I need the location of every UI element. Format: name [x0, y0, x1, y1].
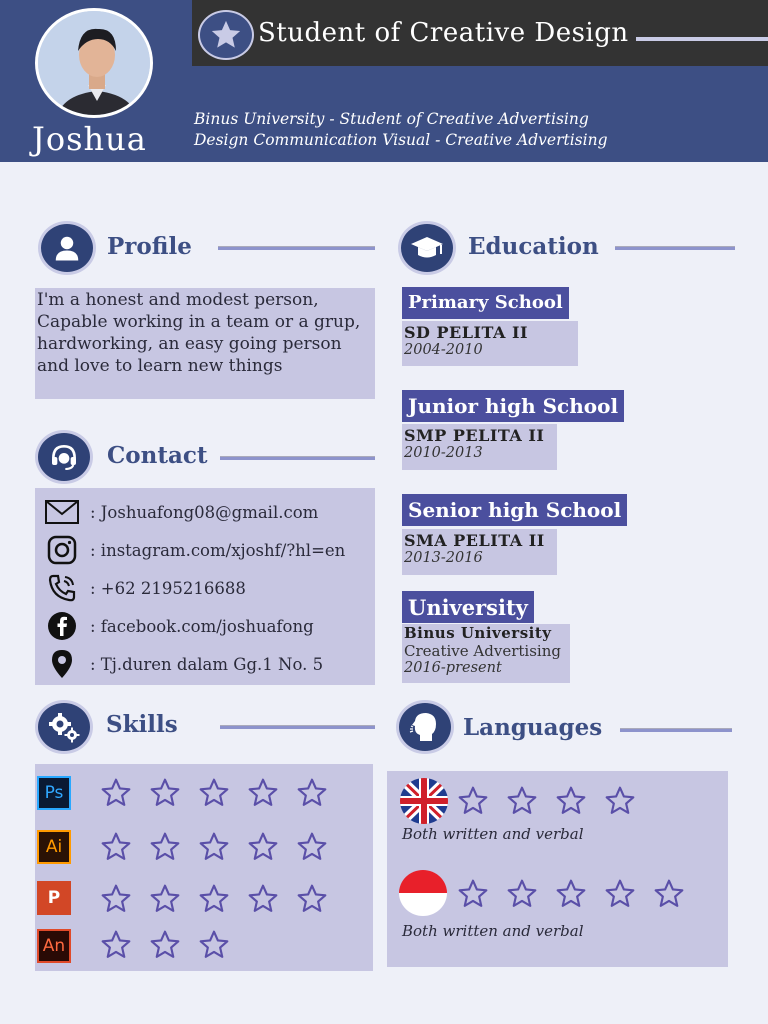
edu-senior-detail: [402, 529, 557, 575]
language-caption-indonesian: Both written and verbal: [402, 922, 584, 940]
star-icon: [554, 878, 588, 910]
subtitle-line-2: Design Communication Visual - Creative Advertising: [194, 131, 608, 149]
star-icon: [197, 883, 231, 915]
animate-icon: [37, 929, 71, 963]
indonesia-flag-icon: [399, 870, 447, 916]
headset-icon: [35, 430, 93, 484]
address-text: : Tj.duren dalam Gg.1 No. 5: [90, 654, 324, 674]
edu-school: SD PELITA II: [404, 323, 528, 342]
animate-label: An: [42, 936, 66, 956]
facebook-icon: [44, 611, 80, 641]
gears-icon: [35, 700, 93, 754]
star-icon: [198, 10, 254, 60]
contact-heading: Contact: [107, 442, 208, 469]
edu-years: 2013-2016: [404, 550, 483, 566]
contact-email[interactable]: [44, 497, 318, 527]
photoshop-icon: [37, 776, 71, 810]
edu-junior-detail: [402, 424, 557, 470]
edu-level-senior: Senior high School: [402, 494, 627, 526]
star-icon: [99, 831, 133, 863]
avatar: [35, 8, 153, 118]
edu-university-detail: [402, 624, 570, 683]
powerpoint-label: P: [47, 888, 61, 908]
star-icon: [99, 777, 133, 809]
star-icon: [246, 883, 280, 915]
edu-level-primary: Primary School: [402, 287, 569, 319]
instagram-icon: [44, 535, 80, 565]
star-icon: [295, 883, 329, 915]
profile-text: I'm a honest and modest person, Capable working in a team or a grup, hardworking, an easy going person and love to learn new things: [37, 290, 361, 376]
speaking-head-icon: [396, 700, 454, 754]
photoshop-label: Ps: [44, 783, 64, 803]
email-text: : Joshuafong08@gmail.com: [90, 502, 319, 522]
skill-rating-illustrator: [99, 831, 329, 863]
subtitle-line-1: Binus University - Student of Creative Advertising: [194, 110, 589, 128]
phone-text: : +62 2195216688: [90, 578, 246, 598]
contact-instagram[interactable]: [44, 535, 345, 565]
education-heading: Education: [468, 233, 599, 260]
star-icon: [148, 777, 182, 809]
star-icon: [505, 878, 539, 910]
star-icon: [652, 878, 686, 910]
edu-school: SMP PELITA II: [404, 426, 545, 445]
star-icon: [603, 785, 637, 817]
star-icon: [246, 831, 280, 863]
star-icon: [197, 831, 231, 863]
star-icon: [456, 878, 490, 910]
profile-divider: [218, 246, 375, 250]
edu-years: 2016-present: [404, 660, 502, 676]
star-icon: [148, 883, 182, 915]
facebook-text: : facebook.com/joshuafong: [90, 616, 314, 636]
skill-rating-powerpoint: [99, 883, 329, 915]
person-name: Joshua: [32, 120, 147, 158]
language-rating-english: [456, 785, 637, 817]
edu-years: 2004-2010: [404, 342, 483, 358]
edu-years: 2010-2013: [404, 445, 483, 461]
language-rating-indonesian: [456, 878, 686, 910]
star-icon: [99, 883, 133, 915]
location-pin-icon: [44, 649, 80, 679]
star-icon: [148, 831, 182, 863]
star-icon: [197, 777, 231, 809]
star-icon: [603, 878, 637, 910]
illustrator-label: Ai: [45, 837, 63, 857]
skills-heading: Skills: [106, 711, 178, 738]
phone-icon: [44, 573, 80, 603]
skills-divider: [220, 725, 375, 729]
profile-heading: Profile: [107, 233, 192, 260]
contact-address: [44, 649, 323, 679]
star-icon: [295, 777, 329, 809]
languages-divider: [620, 728, 732, 732]
page-title: Student of Creative Design: [258, 18, 629, 48]
star-icon: [456, 785, 490, 817]
language-caption-english: Both written and verbal: [402, 825, 584, 843]
edu-level-junior: Junior high School: [402, 390, 624, 422]
languages-heading: Languages: [463, 714, 603, 741]
star-icon: [505, 785, 539, 817]
star-icon: [295, 831, 329, 863]
user-icon: [38, 221, 96, 275]
education-divider: [615, 246, 735, 250]
edu-primary-detail: [402, 321, 578, 366]
mail-icon: [44, 497, 80, 527]
uk-flag-icon: [400, 778, 448, 824]
edu-school: Binus University: [404, 624, 552, 642]
star-icon: [197, 929, 231, 961]
edu-level-university: University: [402, 591, 534, 623]
skill-rating-animate: [99, 929, 231, 961]
star-icon: [148, 929, 182, 961]
star-icon: [554, 785, 588, 817]
edu-school: SMA PELITA II: [404, 531, 545, 550]
illustrator-icon: [37, 830, 71, 864]
instagram-text: : instagram.com/xjoshf/?hl=en: [90, 540, 346, 560]
star-icon: [246, 777, 280, 809]
graduation-cap-icon: [398, 221, 456, 275]
star-icon: [99, 929, 133, 961]
title-divider: [636, 37, 768, 41]
skill-rating-photoshop: [99, 777, 329, 809]
contact-facebook[interactable]: [44, 611, 314, 641]
contact-divider: [220, 456, 375, 460]
powerpoint-icon: [37, 881, 71, 915]
edu-major: Creative Advertising: [404, 642, 561, 660]
contact-phone[interactable]: [44, 573, 246, 603]
